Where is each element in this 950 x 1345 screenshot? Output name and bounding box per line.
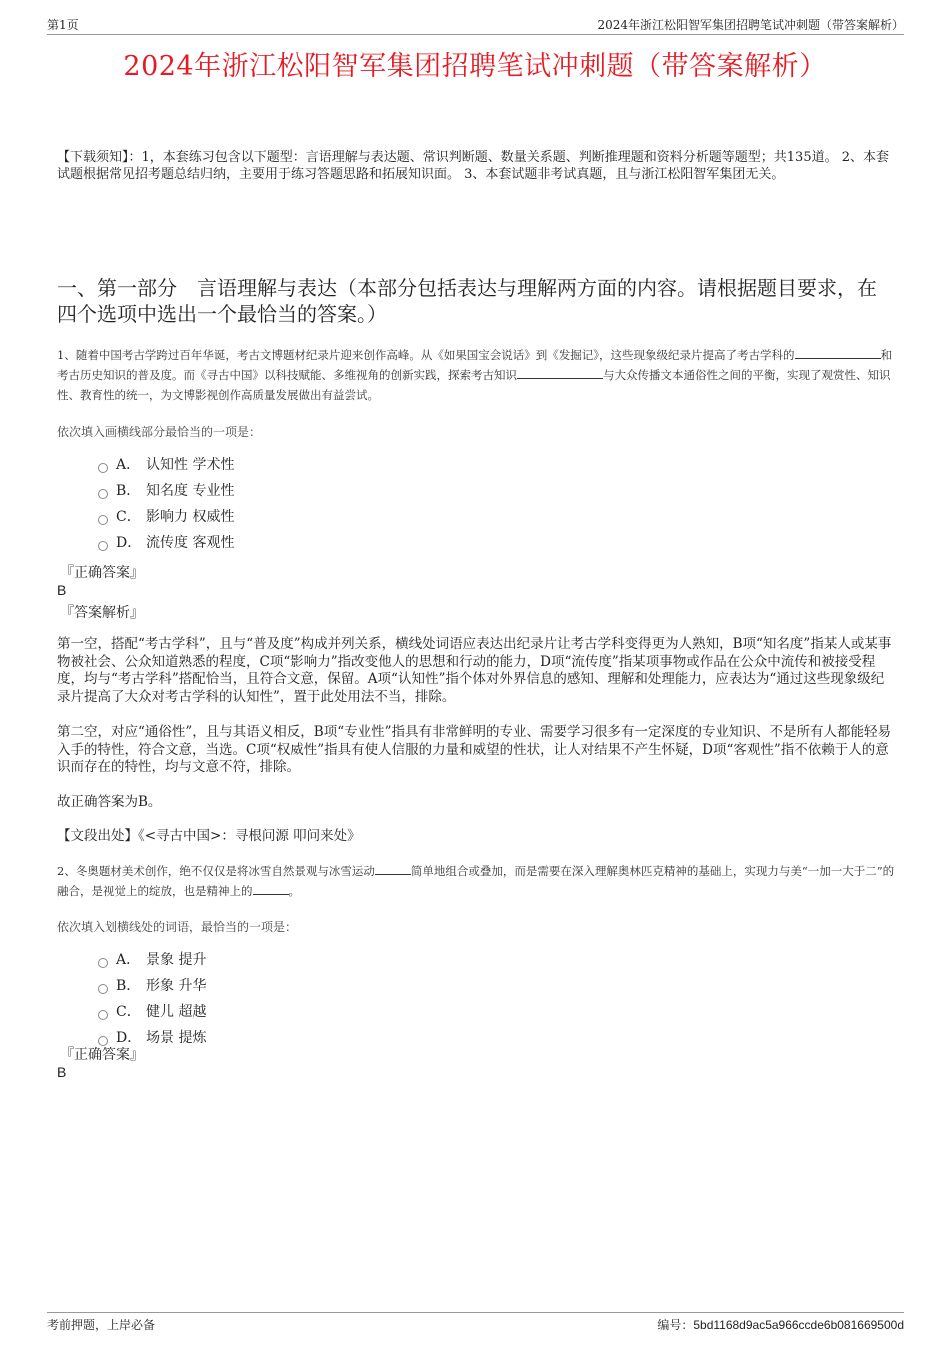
q2-text-c: 。 [288, 884, 300, 898]
radio-icon[interactable] [98, 541, 108, 551]
answer-value: B [57, 582, 67, 598]
answer-label: 『正确答案』 [60, 1047, 144, 1063]
option-b[interactable]: B． 形象 升华 [98, 973, 206, 999]
blank-line [253, 882, 289, 895]
blank-line [375, 862, 411, 875]
question-2-options [98, 947, 206, 1051]
page-header [47, 14, 904, 35]
q2-text-a: 2、冬奥题材美术创作，绝不仅仅是将冰雪自然景观与冰雪运动 [57, 864, 375, 878]
question-1-options [98, 452, 234, 556]
q2-text-b: 简单地组合或叠加，而是需要在深入理解奥林匹克精神的基础上，实现力与美“一加一大于二”的融合，是视觉上的绽放，也是精神上的 [57, 864, 895, 898]
option-a[interactable]: A． 景象 提升 [98, 947, 206, 973]
download-notice: 【下载须知】：1，本套练习包含以下题型：言语理解与表达题、常识判断题、数量关系题、判断推理题和资料分析题等题型；共135道。 2、本套试题根据常见招考题总结归纳，主要用于练习答题思路和拓展知识面。 3、本套试题非考试真题，且与浙江松阳智军集团无关。 [57, 150, 889, 182]
footer-slogan: 考前押题，上岸必备 [47, 1318, 156, 1332]
question-2-instruction: 依次填入划横线处的词语，最恰当的一项是： [57, 920, 298, 934]
analysis-paragraph-1: 第一空，搭配“考古学科”，且与“普及度”构成并列关系，横线处词语应表达出纪录片让考古学科变得更为人熟知，B项“知名度”指某人或某事物被社会、公众知道熟悉的程度，C项“影响力”指改变他人的思想和行动的能力，D项“流传度”指某项事物或作品在公众中流传和被接受程度，均与“考古学科”搭配恰当，且符合文意，保留。A项“认知性”指个体对外界信息的感知、理解和处理能力，应表达为“通过这些现象级纪录片提高了大众对考古学科的认知性”，置于此处用法不当，排除。 [57, 636, 892, 705]
radio-icon[interactable] [98, 489, 108, 499]
analysis-label: 『答案解析』 [60, 605, 144, 621]
option-c[interactable]: C． 健儿 超越 [98, 999, 206, 1025]
option-c[interactable]: C． 影响力 权威性 [98, 504, 234, 530]
radio-icon[interactable] [98, 984, 108, 994]
radio-icon[interactable] [98, 515, 108, 525]
q1-text-a: 1、随着中国考古学跨过百年华诞，考古文博题材纪录片迎来创作高峰。从《如果国宝会说话》到《发掘记》，这些现象级纪录片提高了考古学科的 [57, 348, 795, 362]
radio-icon[interactable] [98, 1010, 108, 1020]
option-d[interactable]: D． 场景 提炼 [98, 1025, 206, 1051]
q1-text-c: 与大众传播文本通俗性之间的平衡，实现了观赏性、知识性、教育性的统一，为文博影视创作高质量发展做出有益尝试。 [57, 368, 891, 402]
option-b[interactable]: B． 知名度 专业性 [98, 478, 234, 504]
radio-icon[interactable] [98, 958, 108, 968]
source-reference: 【文段出处】《<寻古中国>：寻根问源 叩问来处》 [57, 828, 361, 844]
blank-line [795, 346, 881, 359]
question-1-text [57, 345, 900, 405]
page-footer [47, 1312, 904, 1332]
question-2-text [57, 861, 900, 901]
header-doc-title: 2024年浙江松阳智军集团招聘笔试冲刺题（带答案解析） [597, 18, 904, 32]
radio-icon[interactable] [98, 463, 108, 473]
question-1-instruction: 依次填入画横线部分最恰当的一项是： [57, 425, 262, 439]
blank-line [517, 366, 603, 379]
option-a[interactable]: A． 认知性 学术性 [98, 452, 234, 478]
q1-text-b: 和考古历史知识的普及度。而《寻古中国》以科技赋能、多维视角的创新实践，探索考古知识 [57, 348, 893, 382]
answer-value: B [57, 1064, 67, 1080]
analysis-conclusion: 故正确答案为B。 [57, 794, 162, 810]
option-d[interactable]: D． 流传度 客观性 [98, 530, 234, 556]
page-number: 第1页 [47, 18, 79, 32]
section-heading: 一、第一部分 言语理解与表达（本部分包括表达与理解两方面的内容。请根据题目要求，在四个选项中选出一个最恰当的答案。） [57, 276, 877, 326]
answer-label: 『正确答案』 [60, 565, 144, 581]
page-title: 2024年浙江松阳智军集团招聘笔试冲刺题（带答案解析） [123, 51, 827, 82]
document-code: 编号：5bd1168d9ac5a966ccde6b081669500d [657, 1318, 904, 1332]
analysis-paragraph-2: 第二空，对应“通俗性”，且与其语义相反，B项“专业性”指具有非常鲜明的专业、需要学习很多有一定深度的专业知识、不是所有人都能轻易入手的特性，符合文意，当选。C项“权威性”指具有使人信服的力量和威望的性状，让人对结果不产生怀疑，D项“客观性”指不依赖于人的意识而存在的特性，均与文意不符，排除。 [57, 724, 892, 775]
